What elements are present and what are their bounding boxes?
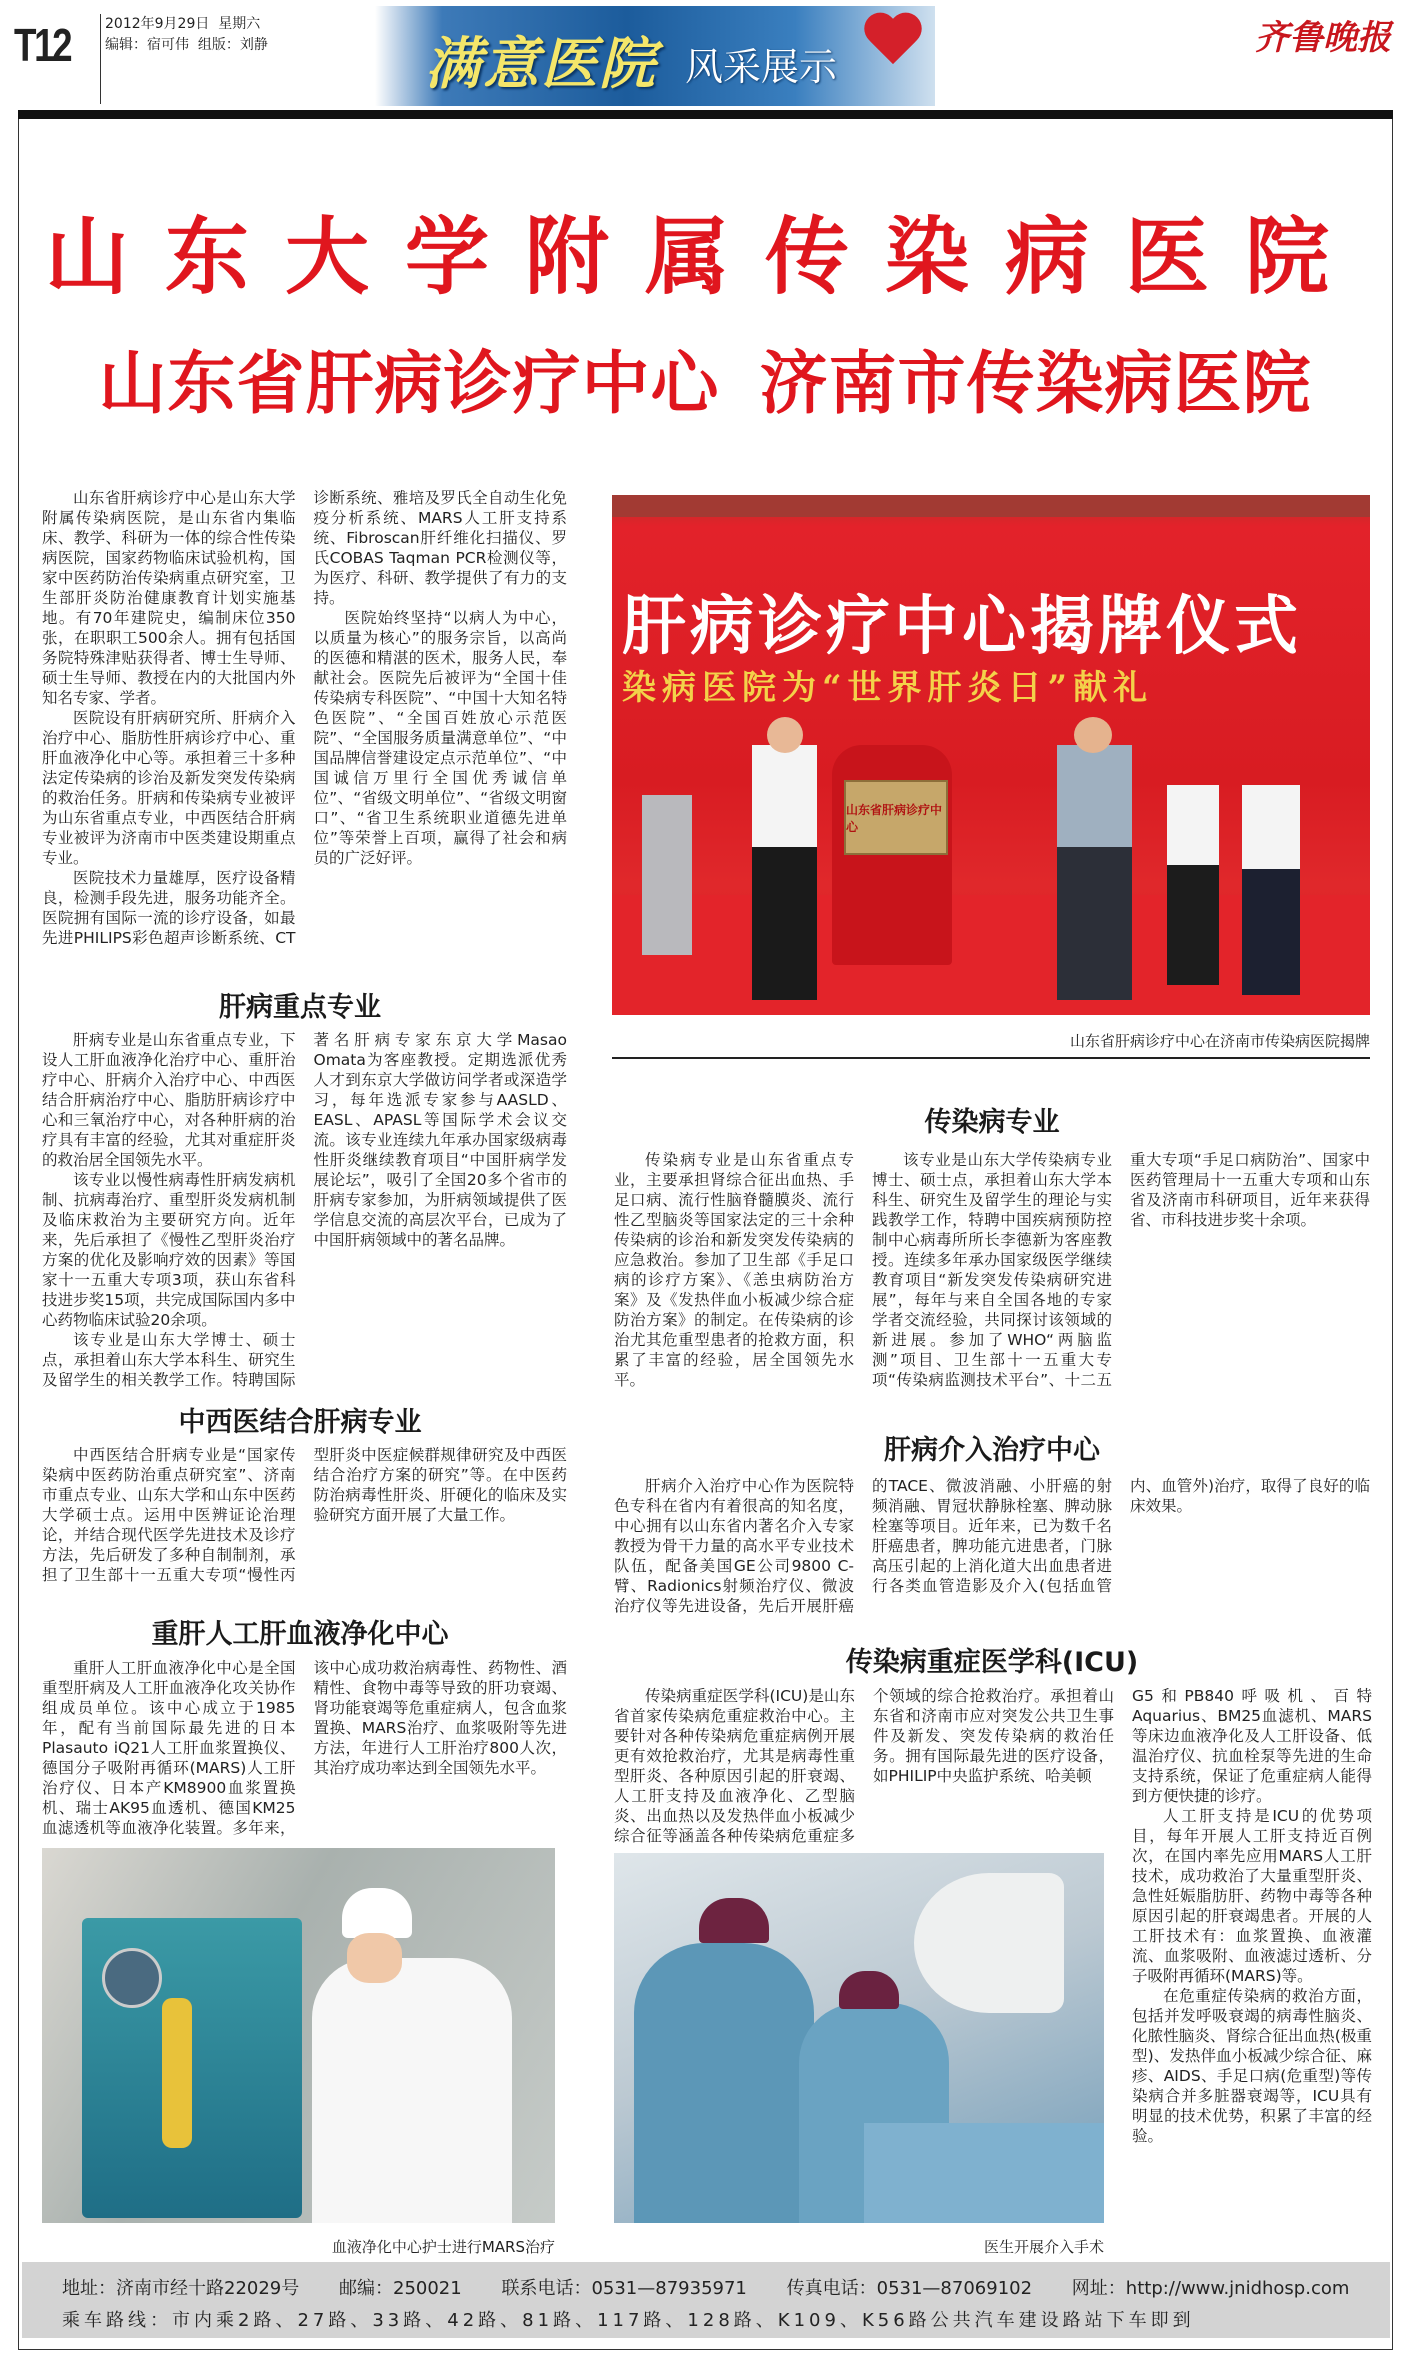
icu-paragraph: 在危重症传染病的救治方面，包括并发呼吸衰竭的病毒性脑炎、化脓性脑炎、肾综合征出血热(极重型)、发热伴血小板减少综合征、麻疹、AIDS、手足口病(危重型)等传染病合并多脏器衰竭等，ICU具有明显的技术优势，积累了丰富的经验。 bbox=[1132, 1987, 1372, 2145]
issue-meta bbox=[100, 14, 268, 104]
section-title-liver: 肝病重点专业 bbox=[219, 992, 381, 1023]
footer-bus-routes: 乘车路线：市内乘2路、27路、33路、42路、81路、117路、128路、K109、K56路公共汽车建设路站下车即到 bbox=[62, 2310, 1195, 2331]
ceremony-photo-caption: 山东省肝病诊疗中心在济南市传染病医院揭牌 bbox=[612, 1030, 1370, 1059]
ceremony-photo bbox=[612, 495, 1370, 1015]
newspaper-logo: 齐鲁晚报 bbox=[1255, 18, 1391, 58]
banner-script: 满意医院 bbox=[425, 31, 657, 97]
integrated-paragraph: 中西医结合肝病专业是“国家传染病中医药防治重点研究室”、济南市重点专业、山东大学和山东中医药大学硕士点。运用中医辨证论治理论，并结合现代医学先进技术及诊疗方法，先后研发了多种自制制剂，承担了卫生部十一五重大专项“慢性丙型肝炎中医症候群规律研究及中西医结合治疗方案的研究”等。在中医药防治病毒性肝炎、肝硬化的临床及实验研究方面开展了大量工作。 bbox=[42, 1446, 567, 1584]
main-headline: 山东大学附属传染病医院 bbox=[44, 207, 1365, 306]
surgery-photo bbox=[614, 1853, 1104, 2223]
contact-line bbox=[62, 2274, 1383, 2300]
integrated-article bbox=[42, 1445, 567, 1595]
section-title-infectious: 传染病专业 bbox=[924, 1107, 1060, 1138]
section-banner bbox=[375, 6, 935, 106]
liver-paragraph: 肝病专业是山东省重点专业，下设人工肝血液净化治疗中心、重肝治疗中心、肝病介入治疗中心、中西医结合肝病治疗中心、脂肪肝病诊疗中心和三氧治疗中心，对各种肝病的治疗具有丰富的经验，尤其对重症肝炎的救治居全国领先水平。 bbox=[42, 1031, 296, 1169]
header-rule bbox=[18, 110, 1393, 119]
sub-headline-right: 济南市传染病医院 bbox=[759, 345, 1312, 424]
sub-headline bbox=[30, 330, 1380, 427]
icu-paragraph: 传染病重症医学科(ICU)是山东省首家传染病危重症救治中心。主要针对各种传染病危重症病例开展更有效抢救治疗，尤其是病毒性重型肝炎、各种原因引起的肝衰竭、人工肝支持及血液净化、乙型脑炎、出血热以及发热伴血小板减少综合征等涵盖各种传染病危重症多个领域的综合抢救治疗。承担着山东省和济南市应对突发公共卫生事件及新发、突发传染病的救治任务。拥有国际最先进的医疗设备，如PHILIP中央监护系统、哈美顿 bbox=[614, 1687, 1114, 1845]
page-number: T12 bbox=[14, 19, 71, 71]
icu-article-part1 bbox=[614, 1686, 1114, 1846]
footer-website[interactable]: 网址：http://www.jnidhosp.com bbox=[1071, 2278, 1350, 2299]
infectious-paragraph: 传染病专业是山东省重点专业，主要承担肾综合征出血热、手足口病、流行性脑脊髓膜炎、流行性乙型脑炎等国家法定的三十余种传染病的诊治和新发突发传染病的应急救治。参加了卫生部《手足口病的诊疗方案》、《恙虫病防治方案》及《发热伴血小板减少综合症防治方案》的制定。在传染病的诊治尤其危重型患者的抢救方面，积累了丰富的经验，居全国领先水平。 bbox=[614, 1151, 854, 1389]
banner-title: 风采展示 bbox=[685, 45, 838, 89]
photo-plaque: 山东省肝病诊疗中心 bbox=[844, 780, 948, 855]
purification-paragraph: 重肝人工肝血液净化中心是全国重型肝病及人工肝血液净化攻关协作组成员单位。该中心成立于1985年，配有当前国际最先进的日本Plasauto iQ21人工肝血浆置换仪、德国分子吸附再循环(MARS)人工肝治疗仪、日本产KM8900血浆置换机、瑞士AK95血透机、德国KM25血滤透机等血液净化装置。多年来，该中心成功救治病毒性、药物性、酒精性、食物中毒等导致的肝功衰竭、肾功能衰竭等危重症病人，包含血浆置换、MARS治疗、血浆吸附等先进方法，年进行人工肝治疗800人次，其治疗成功率达到全国领先水平。 bbox=[42, 1659, 567, 1837]
layout-credit: 组版：刘静 bbox=[197, 37, 268, 53]
section-title-purification: 重肝人工肝血液净化中心 bbox=[151, 1619, 449, 1650]
section-title-icu: 传染病重症医学科(ICU) bbox=[845, 1647, 1139, 1678]
heart-stethoscope-icon bbox=[865, 14, 925, 74]
photo-banner-subtext: 染病医院为“世界肝炎日”献礼 bbox=[622, 668, 1154, 708]
nurse-photo bbox=[42, 1848, 555, 2223]
purification-article bbox=[42, 1658, 567, 1840]
icu-article-part2 bbox=[1132, 1686, 1372, 2226]
icu-paragraph: G5和PB840呼吸机、百特Aquarius、BM25血滤机、MARS等床边血液净化及人工肝设备、低温治疗仪、抗血栓泵等先进的生命支持系统，保证了危重症病人能得到方便快捷的诊疗。 bbox=[1132, 1687, 1372, 1805]
intro-paragraph: 山东省肝病诊疗中心是山东大学附属传染病医院，是山东省内集临床、教学、科研为一体的综合性传染病医院，国家药物临床试验机构，国家中医药防治传染病重点研究室，卫生部肝炎防治健康教育计划实施基地。有70年建院史，编制床位350张，在职职工500余人。拥有包括国务院特殊津贴获得者、博士生导师、硕士生导师、教授在内的大批国内外知名专家、学者。 bbox=[42, 489, 296, 707]
footer-phone: 联系电话：0531—87935971 bbox=[501, 2278, 747, 2299]
photo-banner-text: 肝病诊疗中心揭牌仪式 bbox=[622, 589, 1302, 664]
section-title-integrated: 中西医结合肝病专业 bbox=[178, 1407, 422, 1438]
interventional-article bbox=[614, 1476, 1370, 1626]
sub-headline-left: 山东省肝病诊疗中心 bbox=[98, 345, 720, 424]
issue-date: 2012年9月29日 bbox=[105, 16, 210, 32]
infectious-paragraph: 该专业是山东大学传染病专业博士、硕士点，承担着山东大学本科生、研究生及留学生的理论与实践教学工作，特聘中国疾病预防控制中心病毒所所长李德新为客座教授。连续多年承办国家级医学继续教育项目“新发突发传染病研究进展”，每年与来自全国各地的专家学者交流经验，共同探讨该领域的新进展。参加了WHO“两脑监测”项目、卫生部十一五重大专项“传染病监测技术平台”、十二五重大专项“手足口病防治”、国家中医药管理局十一五重大专项和山东省及济南市科研项目，近年来获得省、市科技进步奖十余项。 bbox=[872, 1151, 1370, 1389]
intro-article bbox=[42, 488, 567, 958]
intro-paragraph: 医院设有肝病研究所、肝病介入治疗中心、脂肪性肝病诊疗中心、重肝血液净化中心等。承担着三十多种法定传染病的诊治及新发突发传染病的救治任务。肝病和传染病专业被评为山东省重点专业，中西医结合肝病专业被评为济南市中医类建设期重点专业。 bbox=[42, 709, 296, 867]
interventional-paragraph: 肝病介入治疗中心作为医院特色专科在省内有着很高的知名度，中心拥有以山东省内著名介入专家教授为骨干力量的高水平专业技术队伍，配备美国GE公司9800 C-臂、Radionics射频治疗仪、微波治疗仪等先进设备，先后开展肝癌的TACE、微波消融、小肝癌的射频消融、胃冠状静脉栓塞、脾动脉栓塞等项目。近年来，已为数千名肝癌患者，脾功能亢进患者，门脉高压引起的上消化道大出血患者进行各类血管造影及介入(包括血管内、血管外)治疗，取得了良好的临床效果。 bbox=[614, 1477, 1370, 1615]
section-title-interventional: 肝病介入治疗中心 bbox=[884, 1435, 1100, 1466]
intro-paragraph: 医院技术力量雄厚，医疗设备精良，检测手段先进，服务功能齐全。医院拥有国际一流的诊疗设备，如最先进PHILIPS彩色超声诊断系统、CT诊断系统、雅培及罗氏全自动生化免疫分析系统、MARS人工肝支持系统、Fibroscan肝纤维化扫描仪、罗氏COBAS Taqman PCR检测仪等，为医疗、科研、教学提供了有力的支持。 bbox=[42, 489, 567, 947]
infectious-article bbox=[614, 1150, 1370, 1400]
surgery-photo-caption: 医生开展介入手术 bbox=[614, 2236, 1104, 2265]
person-figure bbox=[1057, 745, 1132, 1000]
intro-paragraph: 医院始终坚持“以病人为中心，以质量为核心”的服务宗旨，以高尚的医德和精湛的医术，服务人民，奉献社会。医院先后被评为“全国十佳传染病专科医院”、“中国十大知名特色医院”、“全国百姓放心示范医院”、“全国服务质量满意单位”、“中国品牌信誉建设定点示范单位”、“中国诚信万里行全国优秀诚信单位”、“省级文明单位”、“省级文明窗口”、“省卫生系统职业道德先进单位”等荣誉上百项，赢得了社会和病员的广泛好评。 bbox=[313, 609, 567, 867]
footer-postcode: 邮编：250021 bbox=[339, 2278, 462, 2299]
footer-fax: 传真电话：0531—87069102 bbox=[786, 2278, 1033, 2299]
contact-footer bbox=[22, 2262, 1390, 2338]
liver-paragraph: 该专业以慢性病毒性肝病发病机制、抗病毒治疗、重型肝炎发病机制及临床救治为主要研究方向。近年来，先后承担了《慢性乙型肝炎治疗方案的优化及影响疗效的因素》等国家十一五重大专项3项，获山东省科技进步奖15项，共完成国际国内多中心药物临床试验20余项。 bbox=[42, 1171, 296, 1329]
liver-article bbox=[42, 1030, 567, 1392]
nurse-photo-caption: 血液净化中心护士进行MARS治疗 bbox=[42, 2236, 555, 2265]
liver-paragraph: 该专业是山东大学博士、硕士点，承担着山东大学本科生、研究生及留学生的相关教学工作。特聘国际著名肝病专家东京大学Masao Omata为客座教授。定期选派优秀人才到东京大学做访问学者或深造学习，每年选派专家参与AASLD、EASL、APASL等国际学术会议交流。该专业连续九年承办国家级病毒性肝炎继续教育项目“中国肝病学发展论坛”，吸引了全国20多个省市的肝病专家参加，为肝病领域提供了医学信息交流的高层次平台，已成为了中国肝病领域中的著名品牌。 bbox=[42, 1031, 567, 1389]
editor-credit: 编辑：宿可伟 bbox=[105, 37, 189, 53]
issue-weekday: 星期六 bbox=[218, 16, 261, 32]
person-figure bbox=[752, 745, 817, 1000]
icu-paragraph: 人工肝支持是ICU的优势项目，每年开展人工肝支持近百例次，在国内率先应用MARS人工肝技术，成功救治了大量重型肝炎、急性妊娠脂肪肝、药物中毒等各种原因引起的肝衰竭患者。开展的人工肝技术有：血浆置换、血液灌流、血浆吸附、血液滤过透析、分子吸附再循环(MARS)等。 bbox=[1132, 1807, 1372, 1985]
footer-address: 地址：济南市经十路22029号 bbox=[62, 2278, 300, 2299]
